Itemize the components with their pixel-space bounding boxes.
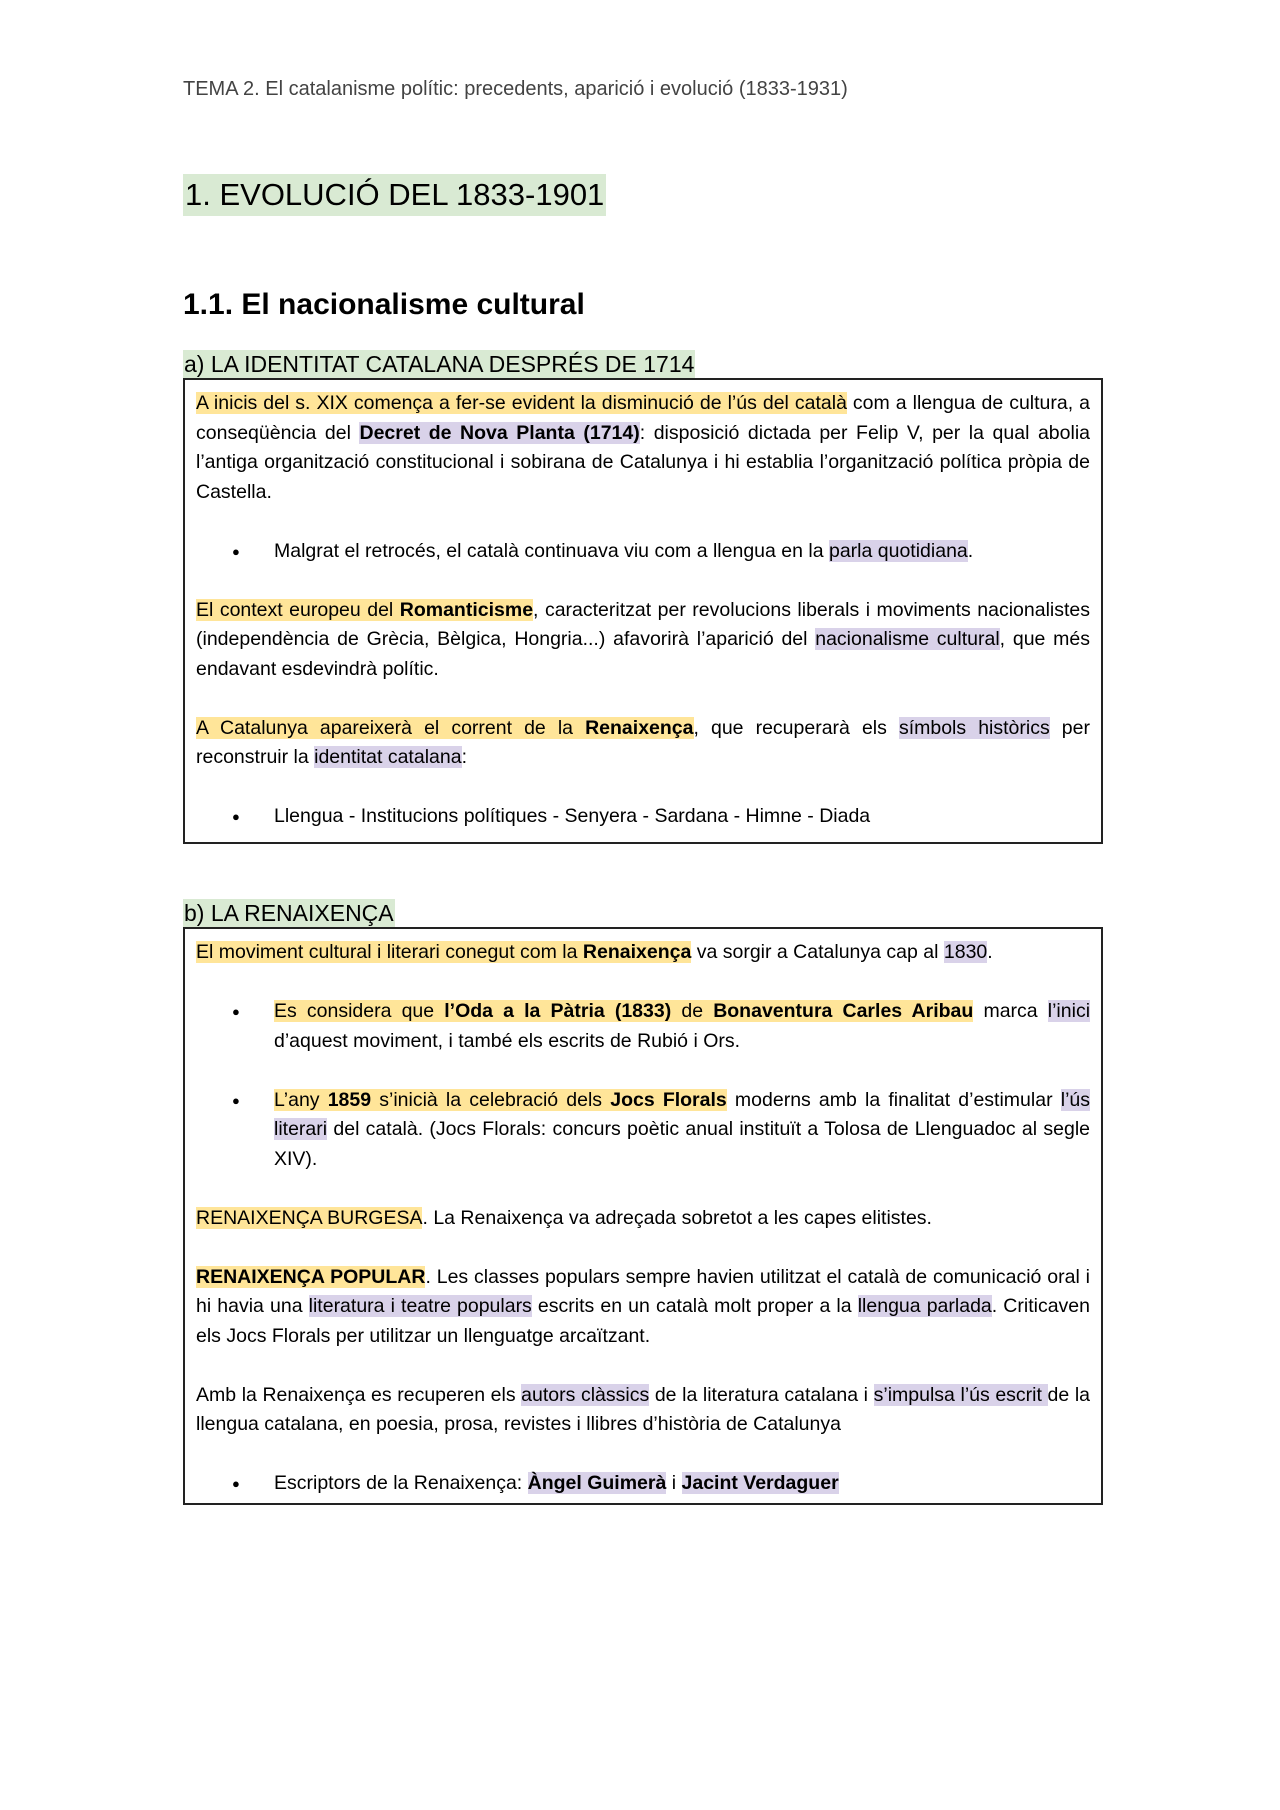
- text: .: [967, 539, 974, 562]
- bullet-list: [196, 802, 1090, 832]
- highlight-bold: RENAIXENÇA POPULAR: [196, 1265, 426, 1288]
- text: Escriptors de la Renaixença:: [274, 1472, 528, 1494]
- text: :: [461, 746, 467, 768]
- bullet-list: [196, 1086, 1090, 1175]
- text: moderns amb la finalitat d’estimular: [726, 1088, 1061, 1111]
- paragraph: [196, 714, 1090, 773]
- paragraph: [196, 938, 1090, 968]
- bullet-list: [196, 537, 1090, 567]
- highlight: A inicis del s. XIX comença a fer-se evident la disminució de l’ús del català: [196, 392, 847, 414]
- paragraph: [196, 389, 1090, 507]
- highlight: l’ús literari: [274, 1088, 1090, 1140]
- highlight-bold: Àngel Guimerà: [527, 1472, 667, 1494]
- highlight-bold: Romanticisme: [399, 598, 534, 621]
- highlight: 1830: [943, 941, 988, 963]
- text: : disposició dictada per Felip V, per la qual abolia l’antiga organització constitucional i sobirana de Catalunya i hi establia l’organització política pròpia de Castella.: [196, 421, 1091, 503]
- list-item: ● Llengua - Institucions polítiques - Senyera - Sardana - Himne - Diada: [274, 802, 1090, 832]
- highlight: A Catalunya apareixerà el corrent de la: [196, 716, 586, 739]
- highlight: autors clàssics: [521, 1383, 650, 1406]
- highlight: El moviment cultural i literari conegut com la: [196, 941, 583, 963]
- highlight-bold: Renaixença: [585, 716, 694, 739]
- highlight: s’inicià la celebració dels: [371, 1088, 611, 1111]
- text: d’aquest moviment, i també els escrits de Rubió i Ors.: [274, 1029, 741, 1052]
- text: com a llengua de cultura, a conseqüència del: [196, 392, 1090, 444]
- highlight: identitat catalana: [314, 746, 462, 768]
- highlight: s’impulsa l’ús escrit: [873, 1383, 1048, 1406]
- part-b-title: b) LA RENAIXENÇA: [184, 900, 394, 926]
- highlight: l’inici: [1047, 1000, 1091, 1022]
- text: marca: [973, 1000, 1048, 1022]
- highlight-bold: Jocs Florals: [610, 1088, 727, 1111]
- text: , que recuperarà els: [693, 716, 899, 739]
- highlight: nacionalisme cultural: [815, 628, 1000, 650]
- paragraph: [196, 1263, 1090, 1352]
- highlight-bold: Renaixença: [582, 941, 692, 963]
- highlight: L’any: [274, 1088, 328, 1111]
- list-item: [274, 537, 1090, 567]
- highlight: parla quotidiana: [828, 539, 968, 562]
- text: , caracteritzat per revolucions liberals i moviments nacionalistes (independència de Grècia, Bèlgica, Hongria...) afavorirà l’aparició del: [196, 598, 1090, 650]
- highlight: símbols històrics: [898, 716, 1050, 739]
- text: escrits en un català molt proper a la: [531, 1295, 858, 1317]
- part-b-box: [183, 927, 1103, 1505]
- highlight-bold: Decret de Nova Planta (1714): [359, 421, 640, 444]
- section-title: 1. EVOLUCIÓ DEL 1833-1901: [183, 174, 606, 216]
- paragraph: [196, 1381, 1090, 1440]
- text: . La Renaixença va adreçada sobretot a les capes elitistes.: [422, 1206, 932, 1229]
- part-a-box: [183, 378, 1103, 844]
- highlight: Es considera que: [274, 1000, 445, 1022]
- list-item: [274, 997, 1090, 1056]
- text: .: [987, 941, 993, 963]
- text: del català. (Jocs Florals: concurs poètic anual instituït a Tolosa de Llenguadoc al segle XIV).: [274, 1118, 1090, 1170]
- highlight-bold: Jacint Verdaguer: [681, 1472, 839, 1494]
- part-a-title: a) LA IDENTITAT CATALANA DESPRÉS DE 1714: [184, 351, 695, 377]
- highlight: llengua parlada: [857, 1295, 992, 1317]
- list-item: [274, 1469, 1090, 1499]
- highlight-bold: l’Oda a la Pàtria (1833): [444, 1000, 672, 1022]
- paragraph: [196, 596, 1090, 685]
- list-item: [274, 1086, 1090, 1175]
- bullet-list: [196, 997, 1090, 1056]
- text: va sorgir a Catalunya cap al: [691, 941, 944, 963]
- highlight: de: [671, 1000, 714, 1022]
- text: . Criticaven els Jocs Florals per utilitzar un llenguatge arcaïtzant.: [196, 1295, 1090, 1347]
- text: , que més endavant esdevindrà polític.: [196, 628, 1090, 680]
- text: Malgrat el retrocés, el català continuava viu com a llengua en la: [274, 539, 829, 562]
- text: Amb la Renaixença es recuperen els: [196, 1383, 522, 1406]
- text: . Les classes populars sempre havien utilitzat el català de comunicació oral i hi havia una: [196, 1265, 1090, 1317]
- highlight: El context europeu del: [196, 598, 400, 621]
- text: de la literatura catalana i: [649, 1383, 874, 1406]
- subsection-title: 1.1. El nacionalisme cultural: [183, 288, 585, 321]
- highlight-bold: Bonaventura Carles Aribau: [713, 1000, 974, 1022]
- text: per reconstruir la: [196, 716, 1090, 768]
- highlight-bold: 1859: [327, 1088, 372, 1111]
- page-header: TEMA 2. El catalanisme polític: precedents, aparició i evolució (1833-1931): [183, 78, 848, 100]
- text: i: [666, 1472, 682, 1494]
- highlight: RENAIXENÇA BURGESA: [196, 1206, 423, 1229]
- paragraph: [196, 1204, 1090, 1234]
- highlight: literatura i teatre populars: [308, 1295, 532, 1317]
- text: de la llengua catalana, en poesia, prosa, revistes i llibres d’història de Catalunya: [196, 1383, 1090, 1435]
- bullet-list: [196, 1469, 1090, 1499]
